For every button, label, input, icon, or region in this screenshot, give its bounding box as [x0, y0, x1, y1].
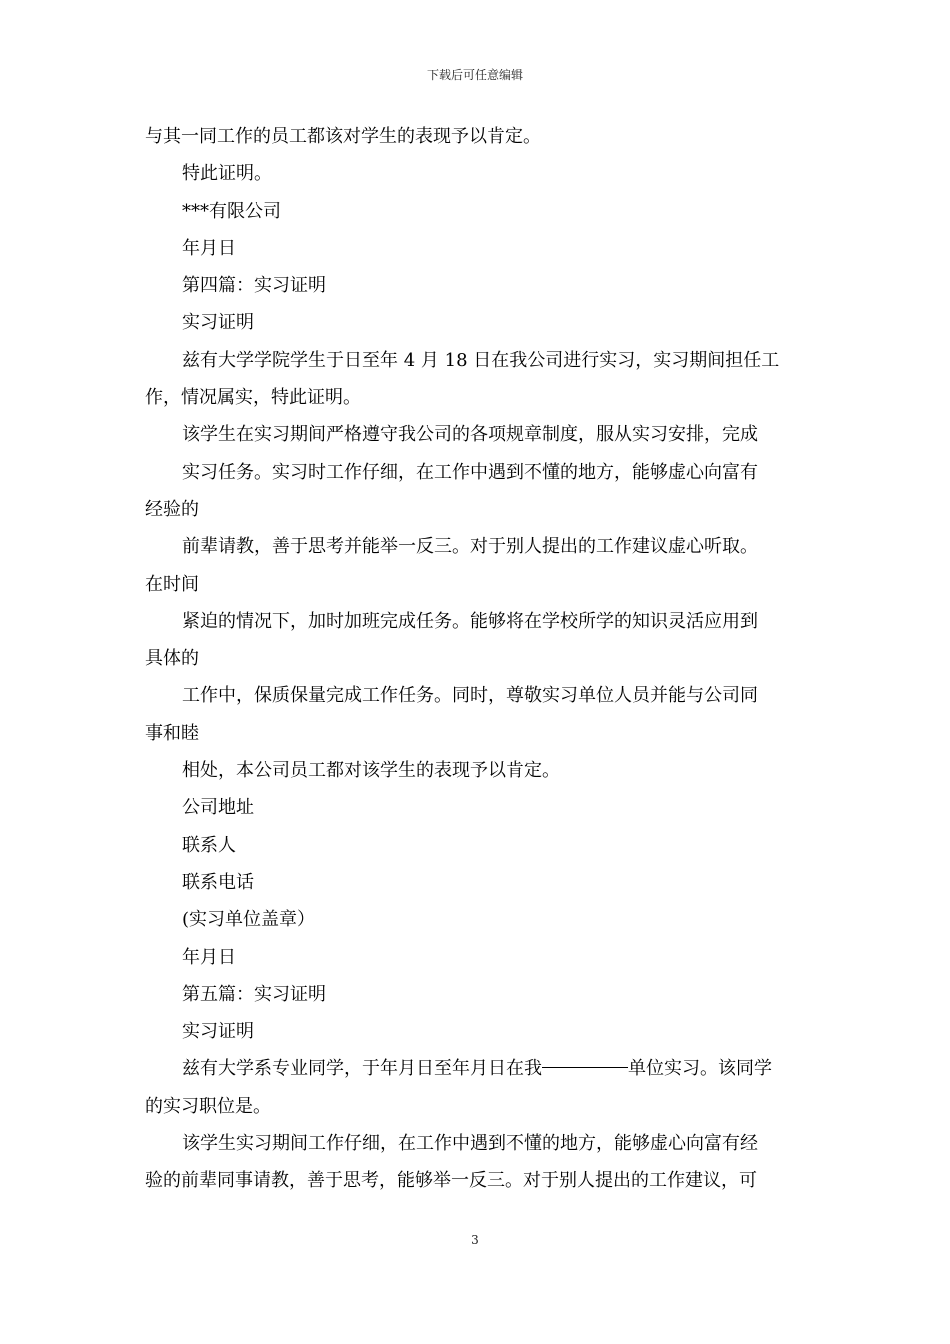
company-address-label: 公司地址 [182, 797, 254, 819]
text-segment: 兹有大学系专业同学，于年月日至年月日在我 [182, 1058, 542, 1080]
certificate-title: 实习证明 [182, 1021, 254, 1043]
page-header-note: 下载后可任意编辑 [426, 68, 523, 82]
date-line: 年月日 [182, 946, 236, 968]
text-line: 作，情况属实，特此证明。 [145, 387, 361, 409]
page-number: 3 [471, 1233, 479, 1247]
text-line: 与其一同工作的员工都该对学生的表现予以肯定。 [145, 126, 541, 147]
text-line: 实习任务。实习时工作仔细，在工作中遇到不懂的地方，能够虚心向富有 [182, 461, 758, 483]
certificate-title: 实习证明 [182, 312, 254, 334]
text-line [145, 1050, 810, 1087]
text-line: 相处，本公司员工都对该学生的表现予以肯定。 [182, 760, 560, 782]
document-body [145, 118, 810, 1200]
company-name: ***有限公司 [182, 200, 281, 222]
text-line: 紧迫的情况下，加时加班完成任务。能够将在学校所学的知识灵活应用到 [182, 610, 758, 632]
text-line: 具体的 [145, 648, 199, 670]
text-line: 经验的 [145, 498, 199, 520]
contact-person-label: 联系人 [182, 834, 236, 856]
date-line: 年月日 [182, 237, 236, 259]
text-line: 该学生实习期间工作仔细，在工作中遇到不懂的地方，能够虚心向富有经 [182, 1133, 758, 1155]
text-line: 的实习职位是。 [145, 1095, 271, 1117]
text-line: 在时间 [145, 573, 199, 595]
text-line: 兹有大学学院学生于日至年 4 月 18 日在我公司进行实习，实习期间担任工 [182, 349, 780, 371]
text-line: 验的前辈同事请教，善于思考，能够举一反三。对于别人提出的工作建议，可 [145, 1170, 757, 1192]
section-heading: 第四篇：实习证明 [182, 275, 326, 297]
text-line: 特此证明。 [182, 163, 272, 185]
text-segment: 单位实习。该同学 [628, 1058, 772, 1080]
text-line: 该学生在实习期间严格遵守我公司的各项规章制度，服从实习安排，完成 [182, 424, 758, 446]
text-line: 前辈请教，善于思考并能举一反三。对于别人提出的工作建议虚心听取。 [182, 536, 758, 558]
seal-note: (实习单位盖章） [182, 909, 316, 931]
section-heading: 第五篇：实习证明 [182, 983, 326, 1005]
fill-in-blank [542, 1066, 628, 1068]
text-line: 事和睦 [145, 722, 199, 744]
text-line: 工作中，保质保量完成工作任务。同时，尊敬实习单位人员并能与公司同 [182, 685, 758, 707]
contact-phone-label: 联系电话 [182, 871, 254, 893]
